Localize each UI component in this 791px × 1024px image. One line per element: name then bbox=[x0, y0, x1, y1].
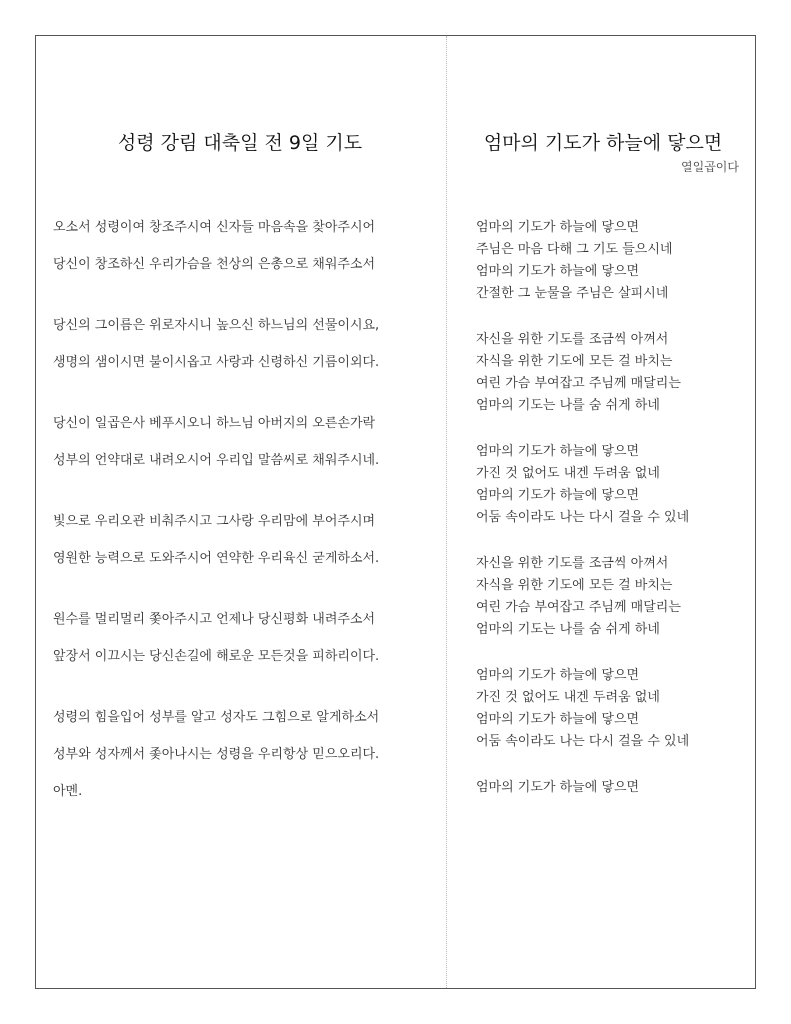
text-line: 엄마의 기도가 하늘에 닿으면 bbox=[476, 668, 640, 683]
prayer-title: 성령 강림 대축일 전 9일 기도 bbox=[117, 132, 363, 154]
text-line: 여린 가슴 부여잡고 주님께 매달리는 bbox=[476, 600, 681, 615]
text-line: 엄마의 기도가 하늘에 닿으면 bbox=[476, 712, 640, 727]
stanza bbox=[53, 708, 433, 782]
text-line: 간절한 그 눈물을 주님은 살피시네 bbox=[476, 286, 669, 301]
text-line: 여린 가슴 부여잡고 주님께 매달리는 bbox=[476, 376, 681, 391]
stanza bbox=[476, 443, 741, 531]
stanza bbox=[53, 316, 433, 390]
song-title: 엄마의 기도가 하늘에 닿으면 bbox=[483, 132, 723, 154]
text-line: 성부와 성자께서 좇아나시는 성령을 우리항상 믿으오리다. bbox=[53, 747, 380, 762]
text-line: 자식을 위한 기도에 모든 걸 바치는 bbox=[476, 354, 673, 369]
text-line: 원수를 멀리멀리 쫓아주시고 언제나 당신평화 내려주소서 bbox=[53, 612, 376, 627]
stanza bbox=[476, 555, 741, 643]
text-line: 어둠 속이라도 나는 다시 걸을 수 있네 bbox=[476, 734, 690, 749]
column-divider bbox=[446, 36, 447, 988]
text-line: 당신의 그이름은 위로자시니 높으신 하느님의 선물이시요, bbox=[53, 318, 380, 333]
song-lyrics bbox=[476, 219, 741, 825]
song-author: 열일곱이다 bbox=[681, 160, 739, 174]
text-line: 생명의 샘이시면 불이시옵고 사랑과 신령하신 기름이외다. bbox=[53, 355, 380, 370]
stanza bbox=[53, 512, 433, 586]
text-line: 엄마의 기도가 하늘에 닿으면 bbox=[476, 264, 640, 279]
text-line: 당신이 일곱은사 베푸시오니 하느님 아버지의 오른손가락 bbox=[53, 416, 376, 431]
text-line: 엄마의 기도는 나를 숨 쉬게 하네 bbox=[476, 398, 660, 413]
stanza bbox=[476, 667, 741, 755]
text-line: 성령의 힘을입어 성부를 알고 성자도 그힘으로 알게하소서 bbox=[53, 710, 380, 725]
text-line: 가진 것 없어도 내겐 두려움 없네 bbox=[476, 690, 660, 705]
prayer-text bbox=[53, 218, 433, 802]
text-line: 영원한 능력으로 도와주시어 연약한 우리육신 굳게하소서. bbox=[53, 551, 380, 566]
stanza bbox=[476, 219, 741, 307]
text-line: 자신을 위한 기도를 조금씩 아껴서 bbox=[476, 556, 669, 571]
stanza bbox=[476, 331, 741, 419]
text-line: 엄마의 기도는 나를 숨 쉬게 하네 bbox=[476, 622, 660, 637]
text-line: 오소서 성령이여 창조주시여 신자들 마음속을 찾아주시어 bbox=[53, 220, 376, 235]
text-line: 자신을 위한 기도를 조금씩 아껴서 bbox=[476, 332, 669, 347]
amen-line: 아멘. bbox=[53, 784, 83, 799]
stanza bbox=[476, 779, 741, 801]
stanza bbox=[53, 218, 433, 292]
text-line: 가진 것 없어도 내겐 두려움 없네 bbox=[476, 466, 660, 481]
text-line: 어둠 속이라도 나는 다시 걸을 수 있네 bbox=[476, 510, 690, 525]
text-line: 엄마의 기도가 하늘에 닿으면 bbox=[476, 220, 640, 235]
text-line: 주님은 마음 다해 그 기도 들으시네 bbox=[476, 242, 673, 257]
text-line: 엄마의 기도가 하늘에 닿으면 bbox=[476, 780, 640, 795]
text-line: 당신이 창조하신 우리가슴을 천상의 은총으로 채워주소서 bbox=[53, 257, 376, 272]
stanza bbox=[53, 610, 433, 684]
text-line: 엄마의 기도가 하늘에 닿으면 bbox=[476, 444, 640, 459]
text-line: 앞장서 이끄시는 당신손길에 해로운 모든것을 피하리이다. bbox=[53, 649, 380, 664]
text-line: 빛으로 우리오관 비춰주시고 그사랑 우리맘에 부어주시며 bbox=[53, 514, 376, 529]
stanza bbox=[53, 414, 433, 488]
text-line: 엄마의 기도가 하늘에 닿으면 bbox=[476, 488, 640, 503]
text-line: 자식을 위한 기도에 모든 걸 바치는 bbox=[476, 578, 673, 593]
text-line: 성부의 언약대로 내려오시어 우리입 말씀씨로 채워주시네. bbox=[53, 453, 380, 468]
